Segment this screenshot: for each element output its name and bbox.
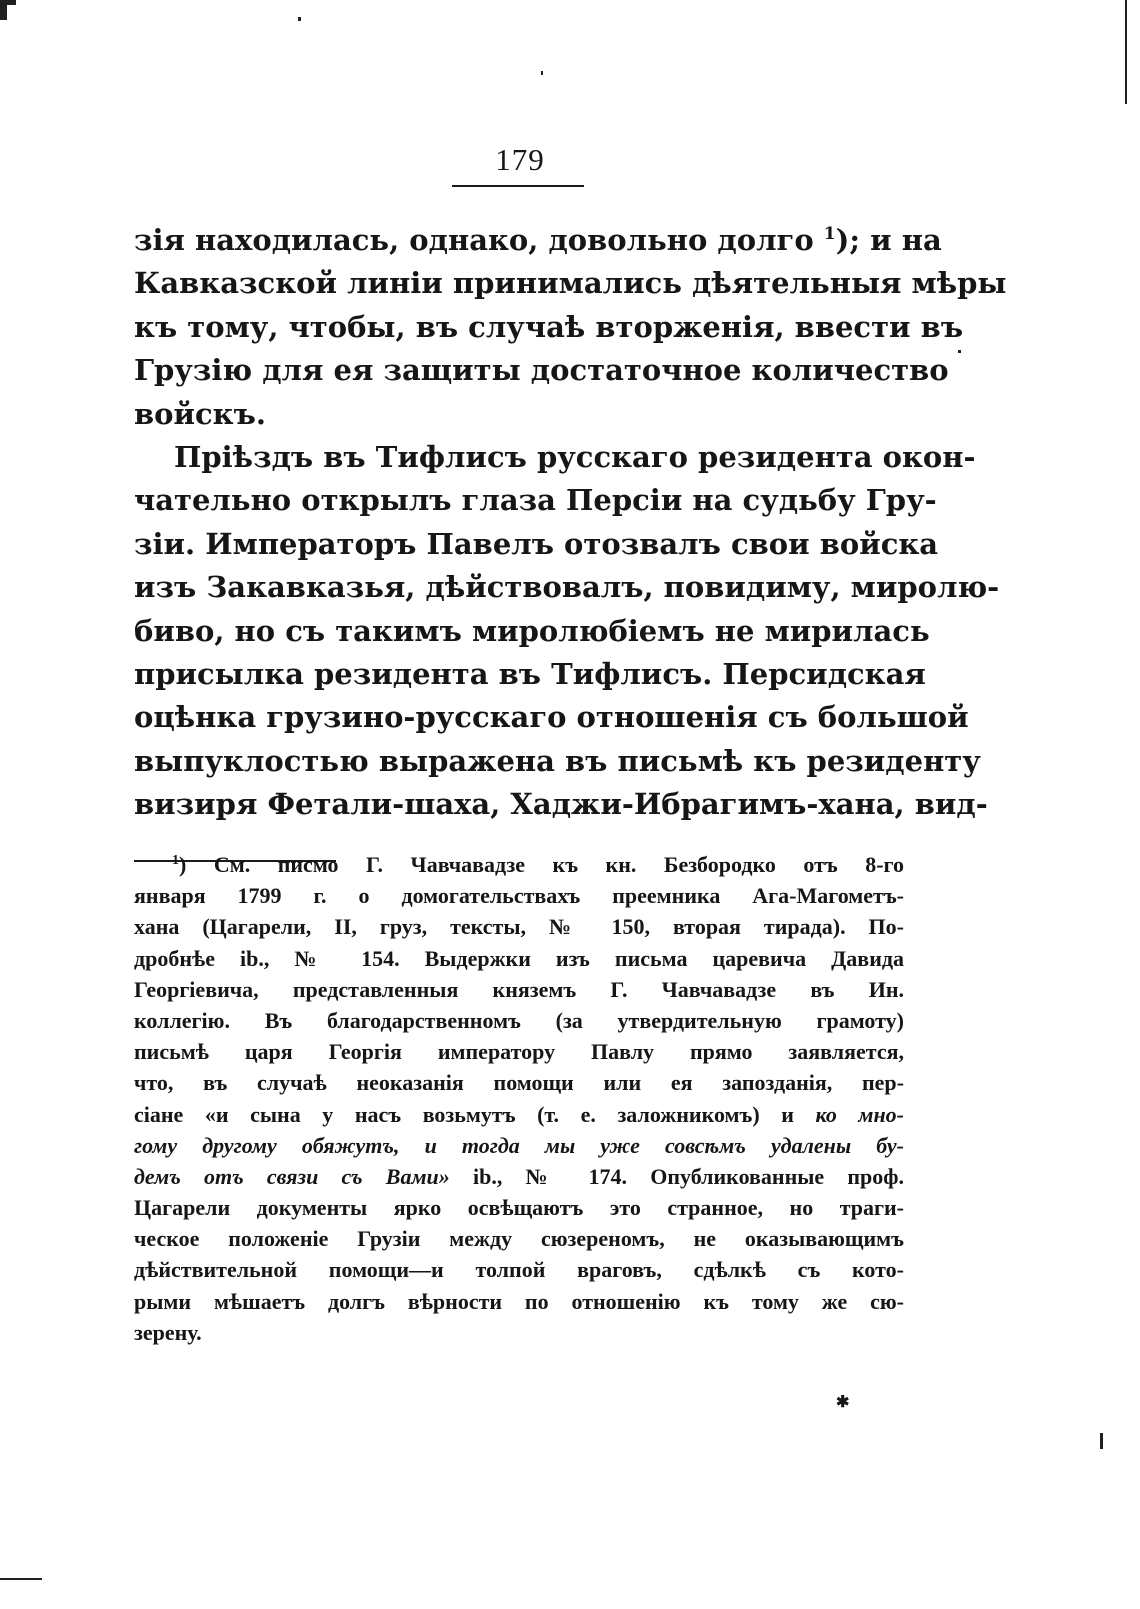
footnote-line: ческое положеніе Грузіи между сюзереномъ, не оказывающимъ xyxy=(134,1226,904,1252)
scan-corner-mark xyxy=(0,0,16,5)
footnote-line: что, въ случаѣ неоказанія помощи или ея запозданія, пер- xyxy=(134,1070,904,1096)
text-line: къ тому, чтобы, въ случаѣ вторженія, ввести въ xyxy=(134,309,964,344)
text-line: изъ Закавказья, дѣйствовалъ, повидиму, миролю- xyxy=(134,570,1000,605)
text-line: чательно открылъ глаза Персіи на судьбу Гру- xyxy=(134,483,937,518)
footnote-line: $^1$) См. писмо Г. Чавчавадзе къ кн. Безбородко отъ 8-го xyxy=(172,852,904,877)
footnote-line: Георгіевича, представленныя княземъ Г. Чавчавадзе въ Ин. xyxy=(134,976,904,1002)
footnote-line: хана (Цагарели, II, груз, тексты, № 150, вторая тирада). По- xyxy=(134,914,904,940)
quoted-text: гому другому обяжутъ, и тогда мы уже совсѣмъ удалены бу- xyxy=(134,1132,904,1158)
text-line: выпуклостью выражена въ письмѣ къ резиденту xyxy=(134,743,981,778)
text-line: визиря Фетали-шаха, Хаджи-Ибрагимъ-хана, вид- xyxy=(134,787,988,822)
text-line: зіи. Императоръ Павелъ отозвалъ свои войска xyxy=(134,526,939,561)
header-rule xyxy=(452,185,584,187)
text-line: зія находилась, однако, довольно долго $^1$); и на xyxy=(134,223,942,257)
scan-speck xyxy=(298,17,301,21)
footnote-line: зерену. xyxy=(134,1319,202,1345)
footnote-line: дробнѣе ib., № 154. Выдержки изъ письма царевича Давида xyxy=(134,945,904,971)
footnote-line: Цагарели документы ярко освѣщаютъ это странное, но траги- xyxy=(134,1195,904,1221)
text-line: войскъ. xyxy=(134,396,266,431)
text-line: Пріѣздъ въ Тифлисъ русскаго резидента окон- xyxy=(174,439,976,474)
text-line: Грузію для ея защиты достаточное количество xyxy=(134,353,949,388)
scan-edge-line xyxy=(0,1578,42,1580)
scan-speck xyxy=(1100,1433,1103,1449)
paragraph-2 xyxy=(134,436,1000,827)
scan-blot: ✱ xyxy=(836,1392,850,1411)
footnote-line: сіане «и сына у насъ возьмутъ (т. е. заложникомъ) и ко мно- xyxy=(134,1101,905,1127)
scan-speck xyxy=(958,350,961,353)
text-line: Кавказской линіи принимались дѣятельныя мѣры xyxy=(134,266,1007,301)
paragraph-1 xyxy=(134,219,1007,436)
quoted-text: демъ отъ связи съ Вами» xyxy=(134,1163,450,1189)
footnote-reference: 1 xyxy=(823,224,836,244)
page-number: 179 xyxy=(495,142,545,177)
scan-edge-line xyxy=(1125,0,1127,104)
text-line: присылка резидента въ Тифлисъ. Персидская xyxy=(134,656,926,691)
text-line: биво, но съ такимъ миролюбіемъ не мирилась xyxy=(134,613,930,648)
footnote-line: коллегію. Въ благодарственномъ (за утвердительную грамоту) xyxy=(134,1007,904,1033)
quoted-text: ко мно- xyxy=(815,1101,905,1127)
footnote-line: рыми мѣшаетъ долгъ вѣрности по отношенію къ тому же сю- xyxy=(134,1288,904,1314)
footnote-line: дѣйствительной помощи—и толпой враговъ, сдѣлкѣ съ кото- xyxy=(134,1257,904,1283)
footnote-line xyxy=(134,1130,904,1161)
main-text xyxy=(134,219,1007,826)
footnote-line: письмѣ царя Георгія императору Павлу прямо заявляется, xyxy=(134,1039,904,1065)
text-line: оцѣнка грузино-русскаго отношенія съ большой xyxy=(134,700,969,735)
footnote-line: демъ отъ связи съ Вами» ib., № 174. Опубликованные проф. xyxy=(134,1163,905,1189)
footnote xyxy=(134,849,904,1348)
scan-speck xyxy=(541,71,543,75)
footnote-marker: 1 xyxy=(172,853,179,868)
footnote-line: января 1799 г. о домогательствахъ преемника Ага-Магометъ- xyxy=(134,883,904,909)
